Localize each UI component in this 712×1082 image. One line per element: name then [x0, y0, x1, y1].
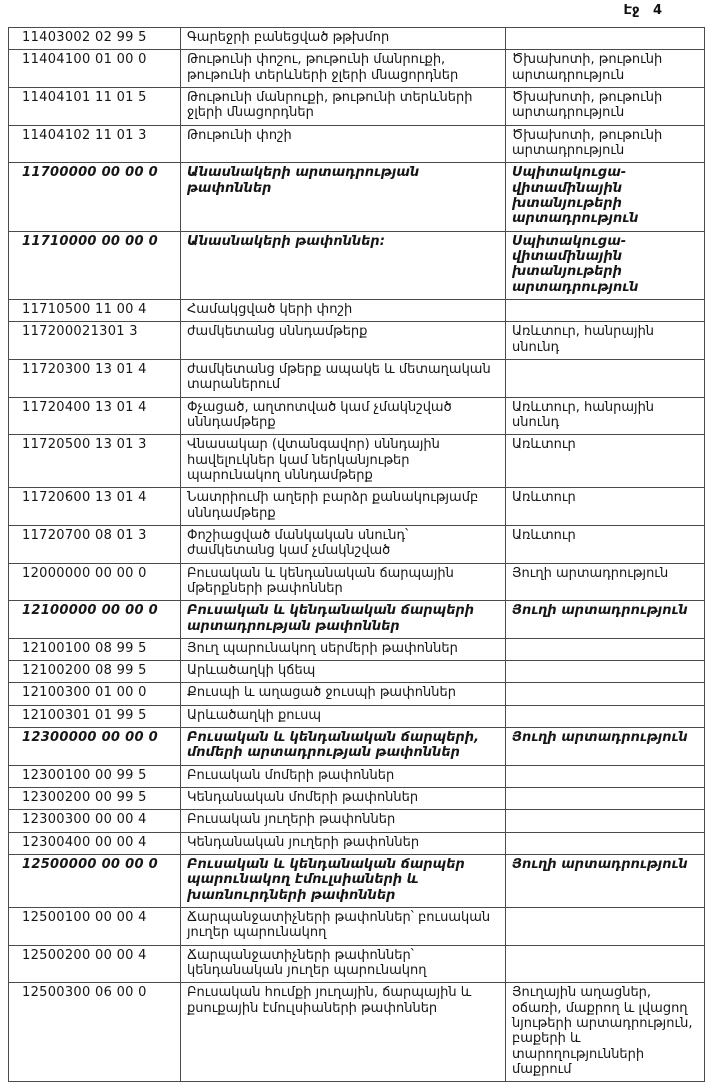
- row-description: Արևածաղկի կճեպ: [181, 661, 506, 683]
- row-industry: Սպիտակուցա-վիտամինային խտանյութերի արտադրություն: [506, 231, 705, 299]
- table-row: [9, 50, 705, 88]
- table-row: [9, 231, 705, 299]
- table-row: [9, 163, 705, 231]
- row-industry: [506, 705, 705, 727]
- row-code: 11720700 08 01 3: [9, 525, 181, 563]
- row-description: Փչացած, աղտոտված կամ չմակնշված սննդամթերք: [181, 397, 506, 435]
- row-description: Անասնակերի արտադրության թափոններ: [181, 163, 506, 231]
- row-industry: Յուղի արտադրություն: [506, 601, 705, 639]
- row-code: 11700000 00 00 0: [9, 163, 181, 231]
- table-row: [9, 810, 705, 832]
- row-code: 12500000 00 00 0: [9, 855, 181, 908]
- table-row: [9, 638, 705, 660]
- table-row: [9, 788, 705, 810]
- row-code: 12300100 00 99 5: [9, 765, 181, 787]
- row-code: 11720600 13 01 4: [9, 488, 181, 526]
- row-description: Բուսական և կենդանական ճարպեր պարունակող էմուլսիաների և խառնուրդների թափոններ: [181, 855, 506, 908]
- row-industry: [506, 28, 705, 50]
- row-description: Թութունի մանրուքի, թութունի տերևների ջլերի մնացորդներ: [181, 87, 506, 125]
- row-code: 12500300 06 00 0: [9, 983, 181, 1082]
- row-code: 12100100 08 99 5: [9, 638, 181, 660]
- row-description: Ճարպանջատիչների թափոններ՝ կենդանական յուղեր պարունակող: [181, 945, 506, 983]
- row-industry: Յուղային աղացներ, օճառի, մաքրող և լվացող նյութերի արտադրություն, բաքերի և տարողությունների մաքրում: [506, 983, 705, 1082]
- table-row: [9, 601, 705, 639]
- row-description: Բուսական հումքի յուղային, ճարպային և քսուքային էմուլսիաների թափոններ: [181, 983, 506, 1082]
- row-code: 12500200 00 00 4: [9, 945, 181, 983]
- row-description: Յուղ պարունակող սերմերի թափոններ: [181, 638, 506, 660]
- row-description: ժամկետանց մթերք ապակե և մետաղական տարաներում: [181, 359, 506, 397]
- row-code: 11720400 13 01 4: [9, 397, 181, 435]
- row-description: Քուսպի և աղացած ջուսպի թափոններ: [181, 683, 506, 705]
- row-description: Կենդանական մոմերի թափոններ: [181, 788, 506, 810]
- row-code: 12000000 00 00 0: [9, 563, 181, 601]
- table-row: [9, 125, 705, 163]
- row-description: Անասնակերի թափոններ։: [181, 231, 506, 299]
- row-industry: Ծխախոտի, թութունի արտադրություն: [506, 87, 705, 125]
- row-industry: [506, 683, 705, 705]
- table-row: [9, 705, 705, 727]
- row-description: Գարեջրի բանեցված թթխմոր: [181, 28, 506, 50]
- row-description: Թութունի փոշու, թութունի մանրուքի, թութունի տերևների ջլերի մնացորդներ: [181, 50, 506, 88]
- row-industry: Առևտուր: [506, 488, 705, 526]
- table-row: [9, 87, 705, 125]
- row-description: Բուսական և կենդանական ճարպերի արտադրության թափոններ: [181, 601, 506, 639]
- row-description: ժամկետանց սննդամթերք: [181, 322, 506, 360]
- waste-classification-table: [8, 27, 705, 1082]
- row-code: 12300400 00 00 4: [9, 832, 181, 854]
- row-industry: [506, 765, 705, 787]
- row-industry: [506, 299, 705, 321]
- row-code: 12100000 00 00 0: [9, 601, 181, 639]
- row-industry: Յուղի արտադրություն: [506, 855, 705, 908]
- row-industry: Ծխախոտի, թութունի արտադրություն: [506, 50, 705, 88]
- row-code: 12300000 00 00 0: [9, 728, 181, 766]
- row-code: 11404100 01 00 0: [9, 50, 181, 88]
- table-row: [9, 488, 705, 526]
- row-description: Բուսական և կենդանական ճարպային մթերքների թափոններ: [181, 563, 506, 601]
- row-code: 11720300 13 01 4: [9, 359, 181, 397]
- row-code: 12300300 00 00 4: [9, 810, 181, 832]
- table-row: [9, 322, 705, 360]
- row-description: Վնասակար (վտանգավոր) սննդային հավելուկներ կամ ներկանյութեր պարունակող սննդամթերք: [181, 435, 506, 488]
- row-industry: Սպիտակուցա-վիտամինային խտանյութերի արտադրություն: [506, 163, 705, 231]
- row-industry: [506, 661, 705, 683]
- row-description: Փոշիացված մանկական սնունդ՝ ժամկետանց կամ չմակնշված: [181, 525, 506, 563]
- table-row: [9, 832, 705, 854]
- table-row: [9, 683, 705, 705]
- row-industry: Առևտուր: [506, 435, 705, 488]
- row-description: Բուսական մոմերի թափոններ: [181, 765, 506, 787]
- row-description: Նատրիումի աղերի բարձր քանակությամբ սննդամթերք: [181, 488, 506, 526]
- table-row: [9, 397, 705, 435]
- row-industry: [506, 945, 705, 983]
- table-row: [9, 983, 705, 1082]
- row-industry: Յուղի արտադրություն: [506, 728, 705, 766]
- row-description: Կենդանական յուղերի թափոններ: [181, 832, 506, 854]
- row-industry: [506, 908, 705, 946]
- row-code: 11720500 13 01 3: [9, 435, 181, 488]
- table-row: [9, 661, 705, 683]
- row-description: Թութունի փոշի: [181, 125, 506, 163]
- table-row: [9, 945, 705, 983]
- table-row: [9, 299, 705, 321]
- row-industry: [506, 359, 705, 397]
- row-code: 12100200 08 99 5: [9, 661, 181, 683]
- table-row: [9, 525, 705, 563]
- row-industry: [506, 810, 705, 832]
- row-code: 12300200 00 99 5: [9, 788, 181, 810]
- row-industry: Յուղի արտադրություն: [506, 563, 705, 601]
- row-description: Բուսական յուղերի թափոններ: [181, 810, 506, 832]
- table-row: [9, 563, 705, 601]
- row-code: 11404101 11 01 5: [9, 87, 181, 125]
- table-row: [9, 855, 705, 908]
- table-row: [9, 28, 705, 50]
- row-description: Համակցված կերի փոշի: [181, 299, 506, 321]
- row-code: 11404102 11 01 3: [9, 125, 181, 163]
- table-row: [9, 728, 705, 766]
- row-industry: Առևտուր, հանրային սնունդ: [506, 397, 705, 435]
- page-number: Էջ 4: [623, 3, 662, 18]
- row-industry: Առևտուր: [506, 525, 705, 563]
- row-code: 12100300 01 00 0: [9, 683, 181, 705]
- row-industry: Առևտուր, հանրային սնունդ: [506, 322, 705, 360]
- row-code: 117200021301 3: [9, 322, 181, 360]
- row-industry: Ծխախոտի, թութունի արտադրություն: [506, 125, 705, 163]
- row-industry: [506, 638, 705, 660]
- row-code: 11710500 11 00 4: [9, 299, 181, 321]
- table-row: [9, 765, 705, 787]
- row-description: Բուսական և կենդանական ճարպերի, մոմերի արտադրության թափոններ: [181, 728, 506, 766]
- row-description: Արևածաղկի քուսպ: [181, 705, 506, 727]
- row-code: 12100301 01 99 5: [9, 705, 181, 727]
- table-row: [9, 908, 705, 946]
- table-row: [9, 435, 705, 488]
- table-body: [9, 28, 705, 1082]
- table-row: [9, 359, 705, 397]
- row-description: Ճարպանջատիչների թափոններ՝ բուսական յուղեր պարունակող: [181, 908, 506, 946]
- row-code: 11710000 00 00 0: [9, 231, 181, 299]
- row-code: 12500100 00 00 4: [9, 908, 181, 946]
- row-industry: [506, 788, 705, 810]
- row-code: 11403002 02 99 5: [9, 28, 181, 50]
- row-industry: [506, 832, 705, 854]
